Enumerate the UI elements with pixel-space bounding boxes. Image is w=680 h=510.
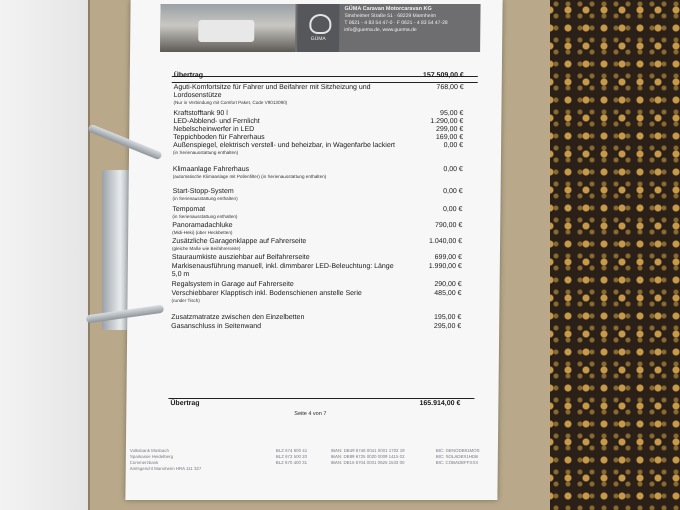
- line-item-description: Markisenausführung manuell, inkl. dimmbarer LED-Beleuchtung: Länge 5,0 m: [171, 263, 394, 278]
- motorhome-image: [198, 20, 254, 42]
- line-item-amount: 299,00 €: [435, 126, 464, 133]
- company-logo: [297, 4, 340, 52]
- line-item-note: (in Serienausstattung enthalten): [172, 214, 238, 219]
- footer-blz2: BLZ 672 500 20: [275, 454, 308, 459]
- company-web: info@guema.de, www.guema.de: [344, 27, 417, 33]
- line-item-amount: 699,00 €: [434, 254, 462, 261]
- line-item-note: (in Serienausstattung enthalten): [172, 150, 239, 155]
- line-item-description: Teppichboden für Fahrerhaus: [173, 134, 265, 141]
- line-item-amount: 295,00 €: [433, 323, 462, 330]
- footer-bank2: Sparkasse Heidelberg: [129, 454, 174, 459]
- divider: [168, 398, 474, 399]
- carry-in-amount: 157.509,00 €: [422, 72, 464, 79]
- line-item-description: Stauraumkiste ausziehbar auf Beifahrerseite: [171, 254, 310, 261]
- line-item-description: Zusätzliche Garagenklappe auf Fahrerseite (gleiche Maße wie Beifahrerseite): [172, 238, 402, 252]
- line-item-amount: 0,00 €: [443, 142, 464, 149]
- line-item-amount: 95,00 €: [440, 110, 464, 117]
- line-item-description: Kraftstofftank 90 l: [173, 110, 228, 117]
- company-info: [344, 6, 478, 34]
- line-item-note: (Nur in Verbindung mit Comfort Paket, Code V8013090): [173, 100, 288, 105]
- line-item-note: (Midi-Heki) (über Heckbetten): [172, 230, 233, 235]
- header-photo: [160, 4, 296, 52]
- line-item-description: Tempomat (in Serienausstattung enthalten): [172, 206, 402, 220]
- line-item-amount: 195,00 €: [434, 314, 462, 321]
- line-item-description: LED-Abblend- und Fernlicht: [173, 118, 260, 125]
- carry-out-amount: 165.914,00 €: [419, 400, 461, 407]
- line-item-amount: 0,00 €: [443, 166, 463, 173]
- line-item-description: Regalsystem in Garage auf Fahrerseite: [171, 281, 294, 288]
- line-item-note: (in Serienausstattung enthalten): [172, 196, 238, 201]
- footer-reg: Amtsgericht Mannheim HRA 111 327: [129, 466, 202, 471]
- carry-out-label: Übertrag: [170, 400, 200, 407]
- line-item-amount: 0,00 €: [443, 188, 463, 195]
- company-phone: T 0621 - 4 83 54 47-0 · F 0621 - 4 83 54 47-28: [344, 20, 448, 26]
- page-number: Seite 4 von 7: [294, 411, 327, 417]
- line-item-amount: 1.040,00 €: [428, 238, 463, 245]
- footer-blz1: BLZ 674 600 41: [275, 448, 308, 453]
- lace-tablecloth: [540, 0, 680, 510]
- line-item-description: Klimaanlage Fahrerhaus (automatische Klimaanlage mit Pollenfilter) (in Serienausstattung enthalten): [173, 166, 403, 180]
- line-item-note: (gleiche Maße wie Beifahrerseite): [171, 246, 241, 251]
- line-item-amount: 790,00 €: [434, 222, 463, 229]
- footer-bank1: Volksbank Mosbach: [129, 448, 169, 453]
- line-item-description: Panoramadachluke (Midi-Heki) (über Heckbetten): [172, 222, 402, 236]
- line-item-note: (runder Tisch): [171, 298, 200, 303]
- line-item-note: (automatische Klimaanlage mit Pollenfilter) (in Serienausstattung enthalten): [172, 174, 327, 179]
- line-item-description: Gasanschluss in Seitenwand: [171, 323, 262, 330]
- line-item-amount: 1.990,00 €: [428, 263, 462, 270]
- line-item-description: Zusatzmatratze zwischen den Einzelbetten: [171, 314, 305, 321]
- footer-iban3: IBAN: DE15 6704 0031 0625 1533 00: [330, 460, 405, 465]
- line-item-description: Start-Stopp-System (in Serienausstattung enthalten): [173, 188, 403, 202]
- footer-iban1: IBAN: DE49 6746 0041 0001 1702 19: [330, 448, 405, 453]
- line-item-amount: 768,00 €: [436, 84, 464, 91]
- letterhead: [160, 4, 481, 52]
- line-item-amount: 290,00 €: [434, 281, 462, 288]
- line-item-description: Nebelscheinwerfer in LED: [173, 126, 255, 133]
- footer-bic2: BIC: SOLADES1HDB: [435, 454, 479, 459]
- company-address: Sinsheimer Straße 51 · 68229 Mannheim: [344, 13, 436, 19]
- line-item-amount: 485,00 €: [434, 290, 462, 297]
- footer-bank3: Commerzbank: [129, 460, 159, 465]
- line-item-description: Verschiebbarer Klapptisch inkl. Bodenschienen anstelle Serie (runder Tisch): [171, 290, 401, 304]
- carry-in-label: Übertrag: [173, 72, 204, 79]
- footer-bic3: BIC: COBADEFFXXX: [435, 460, 479, 465]
- heart-logo-icon: [309, 14, 331, 34]
- line-item-description: Aguti-Komfortsitze für Fahrer und Beifahrer mit Sitzheizung und Lordosenstütze (Nur in Verbindung mit Comfort Paket, Code V8013090): [174, 84, 404, 106]
- divider: [172, 82, 478, 83]
- logo-text: GÜMA: [310, 36, 326, 42]
- line-item-amount: 1.290,00 €: [430, 118, 464, 125]
- company-name: GÜMA Caravan Motorcaravan KG: [344, 6, 432, 12]
- footer-bic1: BIC: GENODE61MOS: [435, 448, 480, 453]
- footer-iban2: IBAN: DE89 6725 0020 0009 1415 02: [330, 454, 405, 459]
- line-item-amount: 169,00 €: [435, 134, 464, 141]
- invoice-page: [125, 0, 502, 500]
- footer-blz3: BLZ 670 400 31: [275, 460, 308, 465]
- line-item-amount: 0,00 €: [442, 206, 463, 213]
- line-item-description: Außenspiegel, elektrisch verstell- und beheizbar, in Wagenfarbe lackiert (in Serienausstattung enthalten): [173, 142, 403, 156]
